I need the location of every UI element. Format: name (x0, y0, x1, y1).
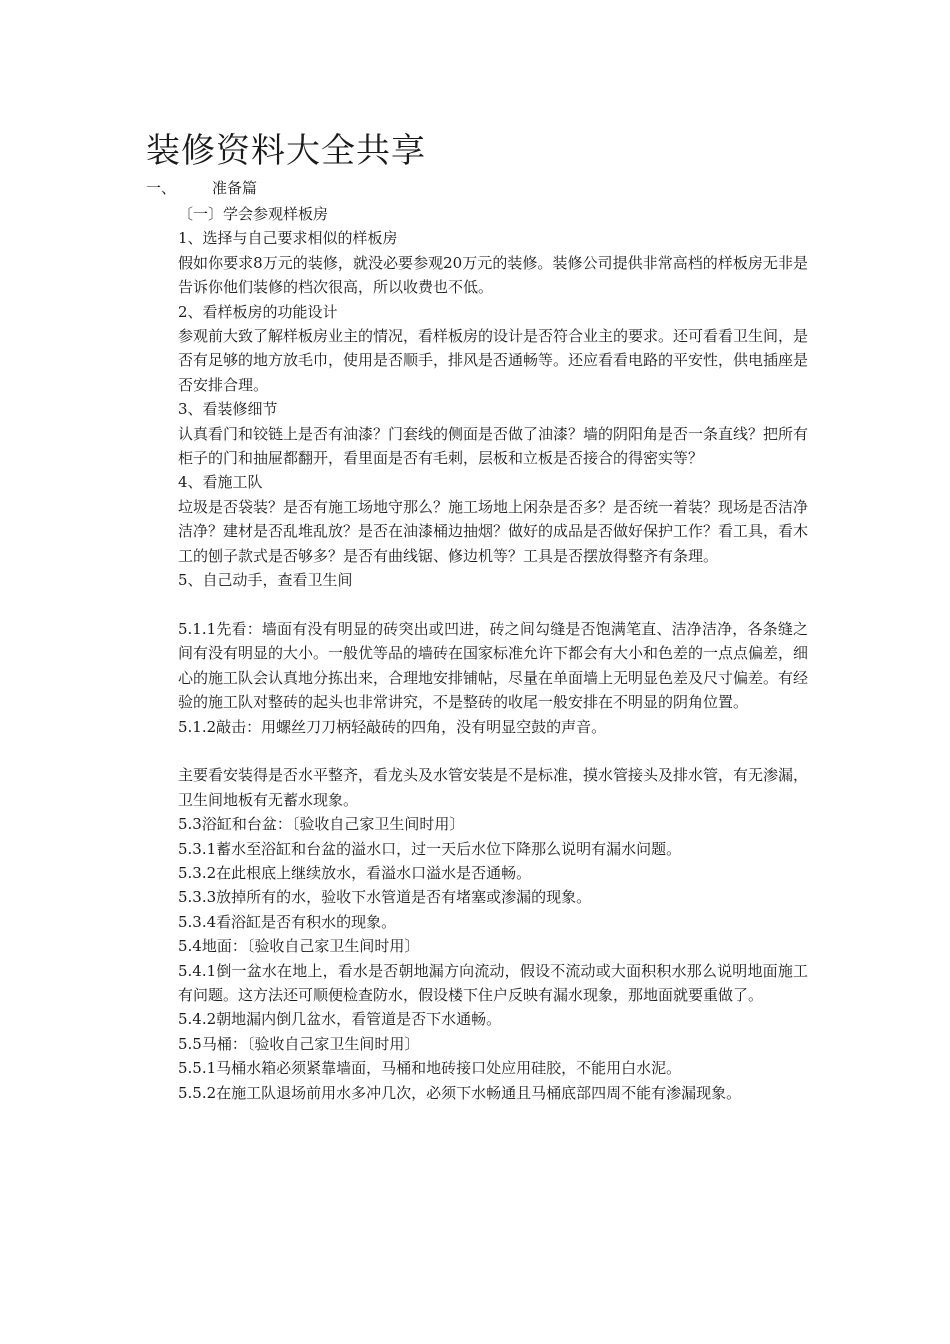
subsection-heading: 〔一〕学会参观样板房 (178, 205, 329, 223)
paragraph: 主要看安装得是否水平整齐，看龙头及水管安装是不是标准，摸水管接头及排水管，有无渗漏，卫生间地板有无蓄水现象。 (178, 766, 809, 809)
paragraph: 认真看门和铰链上是否有油漆？门套线的侧面是否做了油漆？墙的阴阳角是否一条直线？把所有柜子的门和抽屉都翻开，看里面是否有毛刺，层板和立板是否接合的得密实等？ (178, 424, 809, 468)
item-heading: 3、看装修细节 (178, 400, 278, 419)
paragraph: 5.5.2在施工队退场前用水多冲几次，必须下水畅通且马桶底部四周不能有渗漏现象。 (178, 1083, 742, 1102)
paragraph: 参观前大致了解样板房业主的情况，看样板房的设计是否符合业主的要求。还可看看卫生间，是否有足够的地方放毛巾，使用是否顺手，排风是否通畅等。还应看看电路的平安性，供电插座是否安排合理。 (178, 327, 809, 394)
item-heading: 4、看施工队 (178, 473, 263, 492)
paragraph: 5.3.4看浴缸是否有积水的现象。 (178, 912, 397, 931)
document-title: 装修资料大全共享 (146, 131, 426, 171)
item-heading: 1、选择与自己要求相似的样板房 (178, 229, 398, 248)
paragraph: 垃圾是否袋装？是否有施工场地守那么？施工场地上闲杂是否多？是否统一着装？现场是否洁净洁净？建材是否乱堆乱放？是否在油漆桶边抽烟？做好的成品是否做好保护工作？看工具，看木工的刨子款式是否够多？是否有曲线锯、修边机等？工具是否摆放得整齐有条理。 (178, 497, 809, 565)
document-body (178, 202, 808, 1105)
paragraph: 5.4.2朝地漏内倒几盆水，看管道是否下水通畅。 (178, 1010, 502, 1029)
paragraph: 5.4.1倒一盆水在地上，看水是否朝地漏方向流动，假设不流动或大面积积水那么说明地面施工有问题。这方法还可顺便检查防水，假设楼下住户反映有漏水现象，那地面就要重做了。 (178, 961, 808, 1004)
paragraph: 5.5马桶：〔验收自己家卫生间时用〕 (178, 1034, 420, 1053)
paragraph: 5.3.1蓄水至浴缸和台盆的溢水口，过一天后水位下降那么说明有漏水问题。 (178, 839, 682, 858)
item-heading: 2、看样板房的功能设计 (178, 302, 338, 321)
paragraph: 5.5.1马桶水箱必须紧靠墙面，马桶和地砖接口处应用硅胶，不能用白水泥。 (178, 1059, 682, 1078)
section-heading (146, 176, 257, 200)
blank-line (178, 739, 808, 763)
paragraph: 5.3.3放掉所有的水，验收下水管道是否有堵塞或渗漏的现象。 (178, 888, 592, 907)
section-label: 准备篇 (212, 179, 258, 197)
paragraph: 5.1.2敲击：用螺丝刀刀柄轻敲砖的四角，没有明显空鼓的声音。 (178, 717, 607, 736)
paragraph: 假如你要求8万元的装修，就没必要参观20万元的装修。装修公司提供非常高档的样板房无非是告诉你他们装修的档次很高，所以收费也不低。 (178, 253, 808, 297)
paragraph: 5.3浴缸和台盆：〔验收自己家卫生间时用〕 (178, 815, 465, 834)
paragraph: 5.3.2在此根底上继续放水，看溢水口溢水是否通畅。 (178, 863, 532, 882)
blank-line (178, 593, 808, 617)
item-heading: 5、自己动手，查看卫生间 (178, 571, 353, 590)
paragraph: 5.4地面：〔验收自己家卫生间时用〕 (178, 937, 420, 956)
section-number: 一、 (146, 179, 177, 197)
paragraph: 5.1.1先看：墙面有没有明显的砖突出或凹进，砖之间勾缝是否饱满笔直、洁净洁净，各条缝之间有没有明显的大小。一般优等品的墙砖在国家标准允许下都会有大小和色差的一点点偏差，细心的施工队会认真地分拣出来，合理地安排铺帖，尽量在单面墙上无明显色差及尺寸偏差。有经验的施工队对整砖的起头也非常讲究，不是整砖的收尾一般安排在不明显的阴角位置。 (178, 619, 809, 712)
